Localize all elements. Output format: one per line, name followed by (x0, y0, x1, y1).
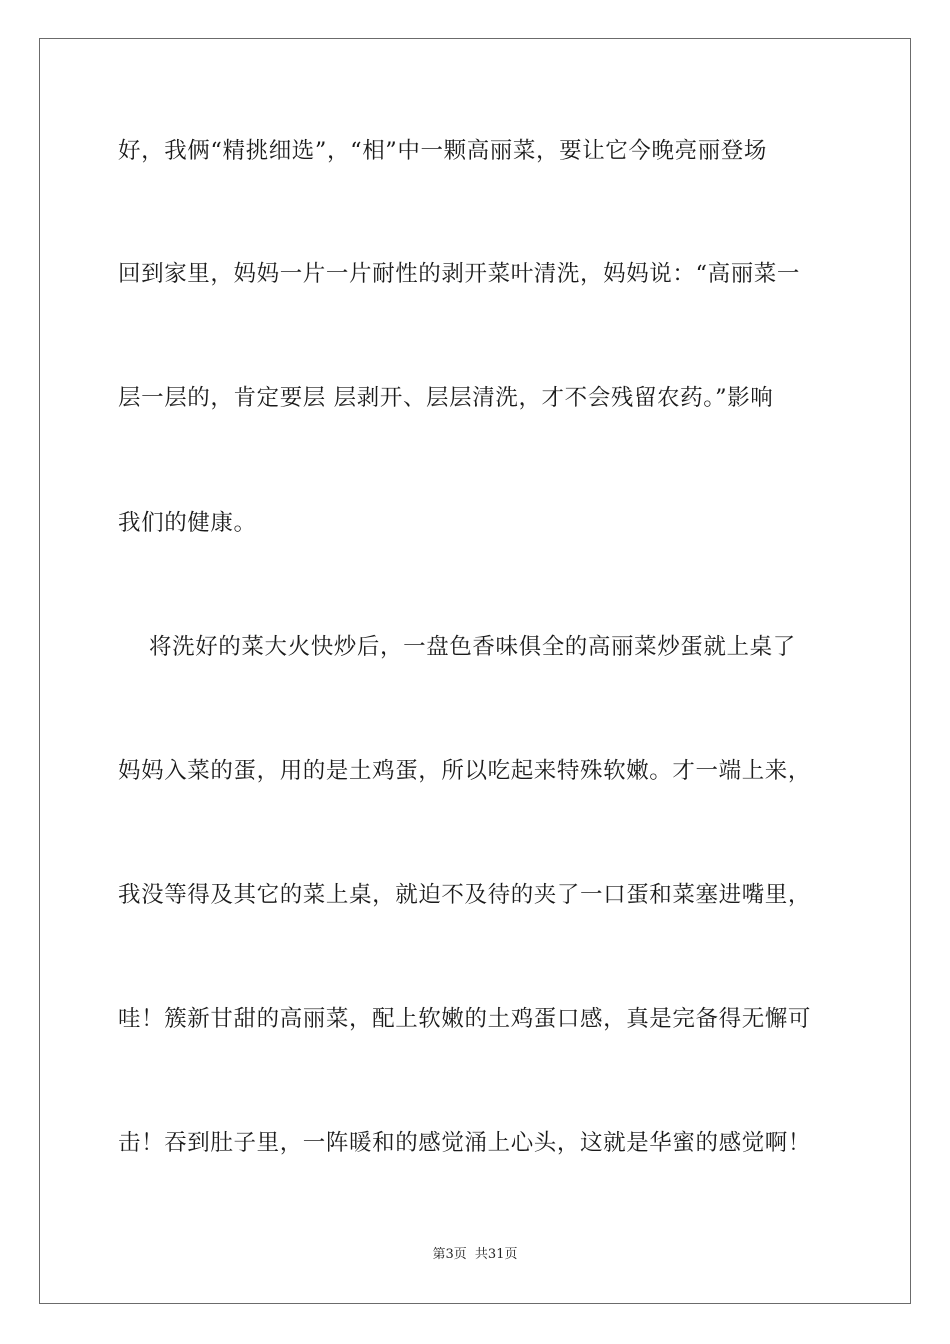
paragraph-start-line: 将洗好的菜大火快炒后，一盘色香味俱全的高丽菜炒蛋就上桌了 (118, 634, 796, 660)
text-line-7: 我没等得及其它的菜上桌，就迫不及待的夹了一口蛋和菜塞进嘴里， (118, 882, 812, 908)
page-number-footer: 第3页 共31页 (432, 1247, 518, 1262)
text-line-9: 击！吞到肚子里，一阵暖和的感觉涌上心头，这就是华蜜的感觉啊！ (118, 1130, 812, 1156)
page-border (39, 38, 911, 1304)
text-line-6: 妈妈入菜的蛋，用的是土鸡蛋，所以吃起来特殊软嫩。才一端上来， (118, 758, 812, 784)
text-line-1: 好，我俩“精挑细选”，“相”中一颗高丽菜，要让它今晚亮丽登场 (118, 138, 768, 164)
text-line-8: 哇！簇新甘甜的高丽菜，配上软嫩的土鸡蛋口感，真是完备得无懈可 (118, 1006, 812, 1032)
text-line-4: 我们的健康。 (118, 510, 257, 536)
text-line-2: 回到家里，妈妈一片一片耐性的剥开菜叶清洗，妈妈说：“高丽菜一 (118, 261, 801, 287)
text-line-3: 层一层的，肯定要层 层剥开、层层清洗，才不会残留农药。”影响 (118, 385, 774, 411)
